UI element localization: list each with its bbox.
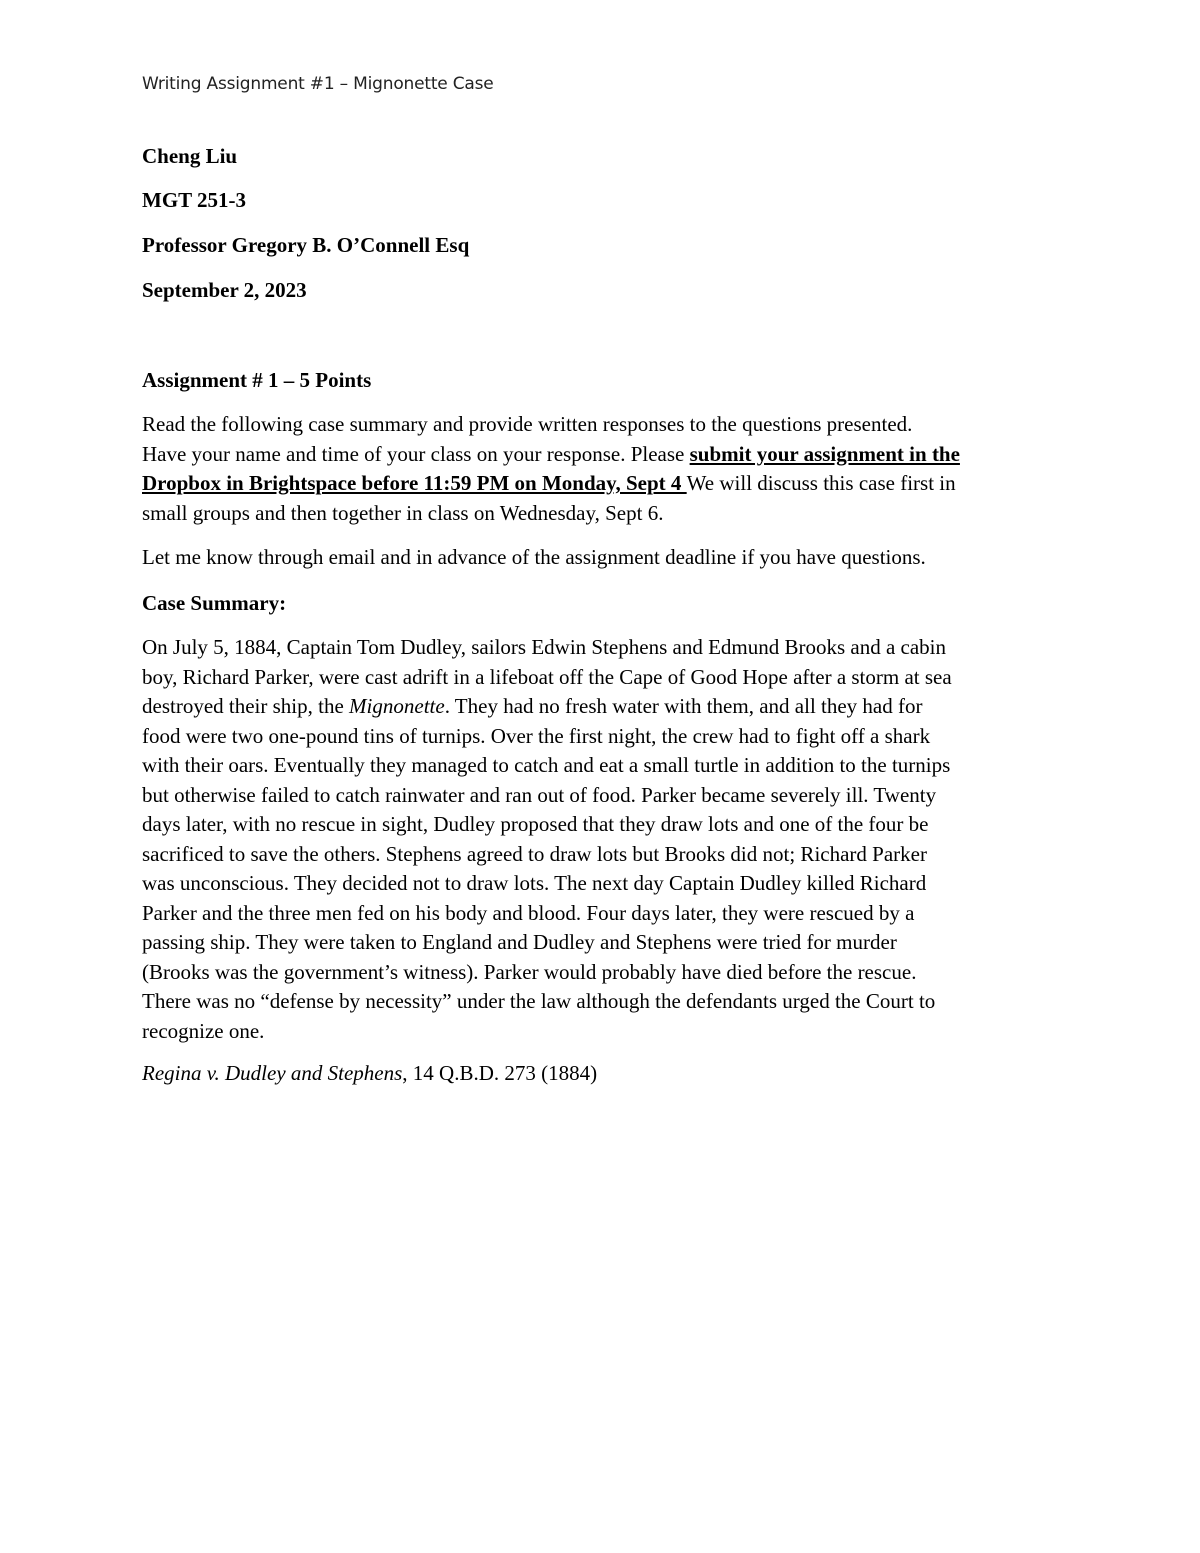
case-summary-line: boy, Richard Parker, were cast adrift in a lifeboat off the Cape of Good Hope after a storm at sea — [142, 664, 952, 689]
citation-reference: , 14 Q.B.D. 273 (1884) — [402, 1061, 598, 1085]
citation-case-name: Regina v. Dudley and Stephens — [142, 1061, 403, 1085]
case-summary-text: destroyed their ship, the — [142, 694, 350, 718]
case-summary-paragraph — [142, 633, 1072, 1046]
professor-name: Professor Gregory B. O’Connell Esq — [142, 233, 470, 257]
case-summary-line: passing ship. They were taken to England and Dudley and Stephens were tried for murder — [142, 930, 897, 954]
case-summary-line: (Brooks was the government’s witness). Parker would probably have died before the rescue. — [142, 959, 917, 984]
case-summary-line: with their oars. Eventually they managed to catch and eat a small turtle in addition to the turnips — [142, 753, 951, 777]
case-summary-text: . They had no fresh water with them, and all they had for — [444, 694, 923, 718]
assignment-heading: Assignment # 1 – 5 Points — [142, 368, 372, 392]
instructions-paragraph — [142, 410, 1072, 528]
document-header: Writing Assignment #1 – Mignonette Case — [142, 74, 494, 94]
course-code: MGT 251-3 — [142, 188, 247, 212]
instructions-text: We will discuss this case first in — [686, 471, 956, 495]
contact-note-text: Let me know through email and in advance of the assignment deadline if you have questions. — [142, 545, 926, 569]
case-summary-line — [142, 692, 1072, 722]
case-citation — [142, 1061, 597, 1086]
deadline-emphasis: Dropbox in Brightspace before 11:59 PM on Monday, Sept 4 — [142, 471, 687, 495]
instructions-line: small groups and then together in class on Wednesday, Sept 6. — [142, 500, 664, 525]
instructions-line: Read the following case summary and provide written responses to the questions presented. — [142, 412, 913, 436]
instructions-line — [142, 469, 1072, 499]
case-summary-line: recognize one. — [142, 1018, 265, 1043]
instructions-line — [142, 440, 1072, 470]
case-summary-line: Parker and the three men fed on his body and blood. Four days later, they were rescued by a — [142, 900, 915, 925]
case-summary-line: was unconscious. They decided not to draw lots. The next day Captain Dudley killed Richard — [142, 871, 927, 895]
case-summary-heading: Case Summary: — [142, 591, 287, 615]
student-name: Cheng Liu — [142, 144, 238, 168]
case-summary-line: days later, with no rescue in sight, Dudley proposed that they draw lots and one of the four be — [142, 812, 929, 836]
case-summary-line: but otherwise failed to catch rainwater and ran out of food. Parker became severely ill. Twenty — [142, 782, 937, 807]
ship-name: Mignonette — [349, 694, 445, 718]
contact-note — [142, 543, 1072, 573]
deadline-emphasis: submit your assignment in the — [689, 441, 960, 466]
instructions-text: Have your name and time of your class on your response. Please — [142, 441, 690, 466]
case-summary-line: food were two one-pound tins of turnips. Over the first night, the crew had to fight off a shark — [142, 723, 931, 748]
submission-date: September 2, 2023 — [142, 278, 307, 302]
case-summary-line: On July 5, 1884, Captain Tom Dudley, sailors Edwin Stephens and Edmund Brooks and a cabin — [142, 635, 947, 659]
case-summary-line: sacrificed to save the others. Stephens agreed to draw lots but Brooks did not; Richard Parker — [142, 841, 927, 866]
case-summary-line: There was no “defense by necessity” under the law although the defendants urged the Court to — [142, 989, 936, 1013]
